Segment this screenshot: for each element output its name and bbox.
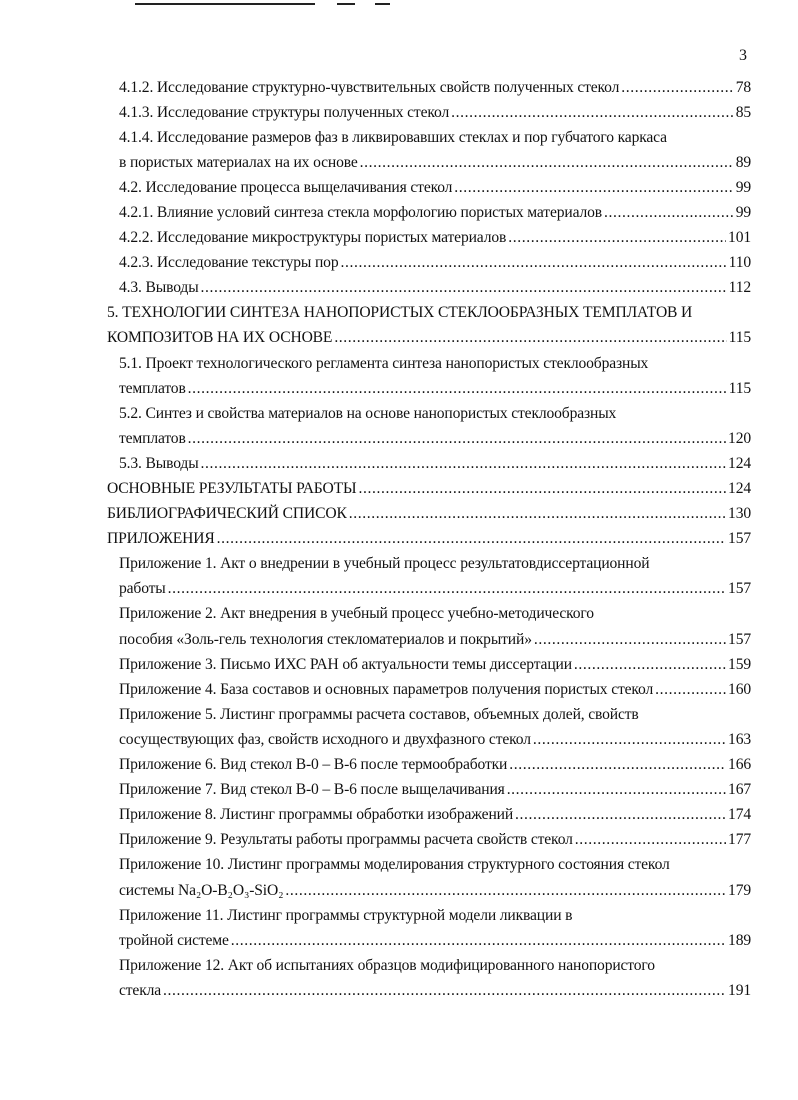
toc-entry-title: темплатов bbox=[119, 379, 186, 397]
toc-entry[interactable] bbox=[0, 551, 798, 601]
scan-artifact-line bbox=[135, 3, 315, 5]
toc-entry-row bbox=[0, 576, 751, 601]
toc-page-number: 157 bbox=[728, 580, 751, 598]
toc-entry[interactable] bbox=[0, 702, 798, 752]
toc-page-number: 115 bbox=[728, 329, 751, 347]
toc-page-number: 99 bbox=[735, 203, 751, 221]
dot-leader bbox=[655, 677, 726, 702]
toc-entry-row bbox=[0, 175, 751, 200]
toc-entry[interactable] bbox=[0, 100, 798, 125]
dot-leader bbox=[515, 802, 726, 827]
dot-leader bbox=[621, 75, 733, 100]
toc-entry-text-line: 5. ТЕХНОЛОГИИ СИНТЕЗА НАНОПОРИСТЫХ СТЕКЛООБРАЗНЫХ ТЕМПЛАТОВ И bbox=[107, 304, 693, 322]
toc-entry-row bbox=[0, 526, 751, 551]
toc-entry-title: пособия «Золь-гель технология стекломатериалов и покрытий» bbox=[119, 630, 532, 648]
toc-page-number: 99 bbox=[735, 178, 751, 196]
toc-entry-row bbox=[0, 802, 751, 827]
toc-entry[interactable] bbox=[0, 300, 798, 350]
toc-entry-title: ПРИЛОЖЕНИЯ bbox=[107, 530, 215, 548]
toc-entry-text-line: Приложение 10. Листинг программы моделирования структурного состояния стекол bbox=[119, 856, 670, 874]
toc-entry-title: 4.2.3. Исследование текстуры пор bbox=[119, 254, 339, 272]
scan-artifact-line bbox=[337, 3, 355, 5]
toc-entry-title: 4.1.2. Исследование структурно-чувствительных свойств полученных стекол bbox=[119, 78, 620, 96]
dot-leader bbox=[217, 526, 726, 551]
dot-leader bbox=[604, 200, 734, 225]
dot-leader bbox=[340, 250, 726, 275]
toc-page-number: 166 bbox=[728, 756, 751, 774]
toc-entry[interactable] bbox=[0, 526, 798, 551]
toc-entry-row bbox=[0, 777, 751, 802]
dot-leader bbox=[508, 225, 726, 250]
toc-page-number: 110 bbox=[728, 254, 751, 272]
toc-entry[interactable] bbox=[0, 275, 798, 300]
toc-entry-text-line: Приложение 2. Акт внедрения в учебный процесс учебно-методического bbox=[119, 605, 594, 623]
toc-entry-title: 4.2. Исследование процесса выщелачивания стекол bbox=[119, 178, 453, 196]
dot-leader bbox=[349, 501, 726, 526]
toc-entry-row bbox=[0, 275, 751, 300]
toc-entry-row bbox=[0, 677, 751, 702]
toc-entry-title: БИБЛИОГРАФИЧЕСКИЙ СПИСОК bbox=[107, 505, 347, 523]
dot-leader bbox=[334, 325, 726, 350]
toc-entry-row bbox=[0, 827, 751, 852]
toc-entry-title: в пористых материалах на их основе bbox=[119, 153, 358, 171]
toc-entry[interactable] bbox=[0, 200, 798, 225]
dot-leader bbox=[201, 451, 727, 476]
toc-entry-row bbox=[0, 878, 751, 903]
toc-page-number: 167 bbox=[728, 781, 751, 799]
toc-page-number: 130 bbox=[728, 505, 751, 523]
toc-entry-row bbox=[0, 150, 751, 175]
toc-entry-row bbox=[0, 476, 751, 501]
toc-entry-text-line: Приложение 1. Акт о внедрении в учебный процесс результатовдиссертационной bbox=[119, 555, 650, 573]
toc-entry-title: 4.3. Выводы bbox=[119, 279, 199, 297]
toc-page-number: 157 bbox=[728, 530, 751, 548]
toc-page-number: 163 bbox=[728, 730, 751, 748]
toc-entry[interactable] bbox=[0, 451, 798, 476]
toc-entry-title: КОМПОЗИТОВ НА ИХ ОСНОВЕ bbox=[107, 329, 333, 347]
toc-entry-title: тройной системе bbox=[119, 931, 229, 949]
toc-entry-title: сосуществующих фаз, свойств исходного и двухфазного стекол bbox=[119, 730, 531, 748]
toc-entry-row bbox=[0, 426, 751, 451]
toc-page-number: 179 bbox=[728, 881, 751, 899]
toc-entry-text-line: 5.2. Синтез и свойства материалов на основе нанопористых стеклообразных bbox=[119, 404, 617, 422]
toc-entry-row bbox=[0, 75, 751, 100]
toc-entry-row bbox=[0, 225, 751, 250]
dot-leader bbox=[574, 652, 726, 677]
toc-entry-title: Приложение 7. Вид стекол В-0 – В-6 после выщелачивания bbox=[119, 781, 505, 799]
toc-entry-title: темплатов bbox=[119, 429, 186, 447]
toc-page-number: 157 bbox=[728, 630, 751, 648]
dot-leader bbox=[507, 777, 726, 802]
toc-entry[interactable] bbox=[0, 953, 798, 1003]
toc-entry[interactable] bbox=[0, 903, 798, 953]
toc-entry-row bbox=[0, 376, 751, 401]
toc-entry[interactable] bbox=[0, 250, 798, 275]
toc-entry-text-line: Приложение 11. Листинг программы структурной модели ликвации в bbox=[119, 906, 573, 924]
toc-page-number: 89 bbox=[735, 153, 751, 171]
toc-page-number: 112 bbox=[728, 279, 751, 297]
dot-leader bbox=[358, 476, 726, 501]
toc-entry-title: системы Na₂O-B₂O₃-SiO₂ bbox=[119, 881, 284, 899]
toc-entry[interactable] bbox=[0, 652, 798, 677]
toc-entry-row bbox=[0, 200, 751, 225]
dot-leader bbox=[575, 827, 726, 852]
toc-page-number: 124 bbox=[728, 454, 751, 472]
toc-entry[interactable] bbox=[0, 125, 798, 175]
toc-page-number: 191 bbox=[728, 981, 751, 999]
page-number: 3 bbox=[739, 47, 747, 64]
toc-entry-title: Приложение 4. База составов и основных параметров получения пористых стекол bbox=[119, 680, 654, 698]
table-of-contents bbox=[0, 75, 798, 1003]
toc-entry-row bbox=[0, 325, 751, 350]
dot-leader bbox=[509, 752, 726, 777]
toc-entry-row bbox=[0, 752, 751, 777]
toc-entry-row bbox=[0, 501, 751, 526]
toc-page-number: 174 bbox=[728, 806, 751, 824]
dot-leader bbox=[285, 878, 726, 903]
toc-page-number: 120 bbox=[728, 429, 751, 447]
toc-page-number: 159 bbox=[728, 655, 751, 673]
toc-page-number: 160 bbox=[728, 680, 751, 698]
toc-entry[interactable] bbox=[0, 677, 798, 702]
dot-leader bbox=[188, 426, 726, 451]
toc-entry-row bbox=[0, 250, 751, 275]
dot-leader bbox=[163, 978, 726, 1003]
toc-entry-row bbox=[0, 627, 751, 652]
dot-leader bbox=[168, 576, 726, 601]
toc-entry-text-line: 5.1. Проект технологического регламента синтеза нанопористых стеклообразных bbox=[119, 354, 649, 372]
toc-entry[interactable] bbox=[0, 827, 798, 852]
toc-entry-title: Приложение 8. Листинг программы обработки изображений bbox=[119, 806, 514, 824]
toc-entry-text-line: Приложение 5. Листинг программы расчета составов, объемных долей, свойств bbox=[119, 705, 639, 723]
toc-entry-row bbox=[0, 100, 751, 125]
toc-entry[interactable] bbox=[0, 777, 798, 802]
toc-page-number: 85 bbox=[735, 103, 751, 121]
toc-entry-text-line: 4.1.4. Исследование размеров фаз в ликвировавших стеклах и пор губчатого каркаса bbox=[119, 128, 667, 146]
toc-entry-title: Приложение 3. Письмо ИХС РАН об актуальности темы диссертации bbox=[119, 655, 572, 673]
toc-page-number: 124 bbox=[728, 480, 751, 497]
toc-entry-title: 4.2.1. Влияние условий синтеза стекла морфологию пористых материалов bbox=[119, 203, 602, 221]
dot-leader bbox=[231, 928, 726, 953]
toc-page-number: 177 bbox=[728, 831, 751, 849]
toc-page-number: 115 bbox=[728, 379, 751, 397]
toc-entry-text-line: Приложение 12. Акт об испытаниях образцов модифицированного нанопористого bbox=[119, 956, 655, 974]
toc-page-number: 78 bbox=[735, 78, 751, 96]
dot-leader bbox=[451, 100, 734, 125]
toc-entry-row bbox=[0, 451, 751, 476]
toc-entry[interactable] bbox=[0, 476, 798, 501]
toc-entry[interactable] bbox=[0, 175, 798, 200]
dot-leader bbox=[534, 627, 726, 652]
toc-entry-title: работы bbox=[119, 580, 166, 598]
toc-entry[interactable] bbox=[0, 501, 798, 526]
toc-page-number: 189 bbox=[728, 931, 751, 949]
toc-entry[interactable] bbox=[0, 852, 798, 902]
toc-entry-title: Приложение 9. Результаты работы программы расчета свойств стекол bbox=[119, 831, 573, 849]
dot-leader bbox=[201, 275, 727, 300]
toc-entry-row bbox=[0, 727, 751, 752]
toc-entry-title: стекла bbox=[119, 981, 162, 999]
toc-entry-title: ОСНОВНЫЕ РЕЗУЛЬТАТЫ РАБОТЫ bbox=[107, 480, 357, 497]
toc-entry-title: Приложение 6. Вид стекол В-0 – В-6 после термообработки bbox=[119, 756, 508, 774]
toc-entry-title: 4.1.3. Исследование структуры полученных стекол bbox=[119, 103, 450, 121]
toc-entry[interactable] bbox=[0, 752, 798, 777]
dot-leader bbox=[454, 175, 733, 200]
toc-entry[interactable] bbox=[0, 225, 798, 250]
toc-entry-title: 5.3. Выводы bbox=[119, 454, 199, 472]
toc-entry[interactable] bbox=[0, 601, 798, 651]
toc-entry-row bbox=[0, 928, 751, 953]
toc-entry-row bbox=[0, 978, 751, 1003]
toc-entry[interactable] bbox=[0, 351, 798, 401]
dot-leader bbox=[533, 727, 726, 752]
toc-entry[interactable] bbox=[0, 75, 798, 100]
toc-page-number: 101 bbox=[728, 229, 751, 247]
toc-entry-title: 4.2.2. Исследование микроструктуры пористых материалов bbox=[119, 229, 507, 247]
toc-entry-row bbox=[0, 652, 751, 677]
dot-leader bbox=[188, 376, 727, 401]
toc-entry[interactable] bbox=[0, 802, 798, 827]
toc-entry[interactable] bbox=[0, 401, 798, 451]
dot-leader bbox=[360, 150, 734, 175]
scan-artifact-line bbox=[375, 3, 390, 5]
